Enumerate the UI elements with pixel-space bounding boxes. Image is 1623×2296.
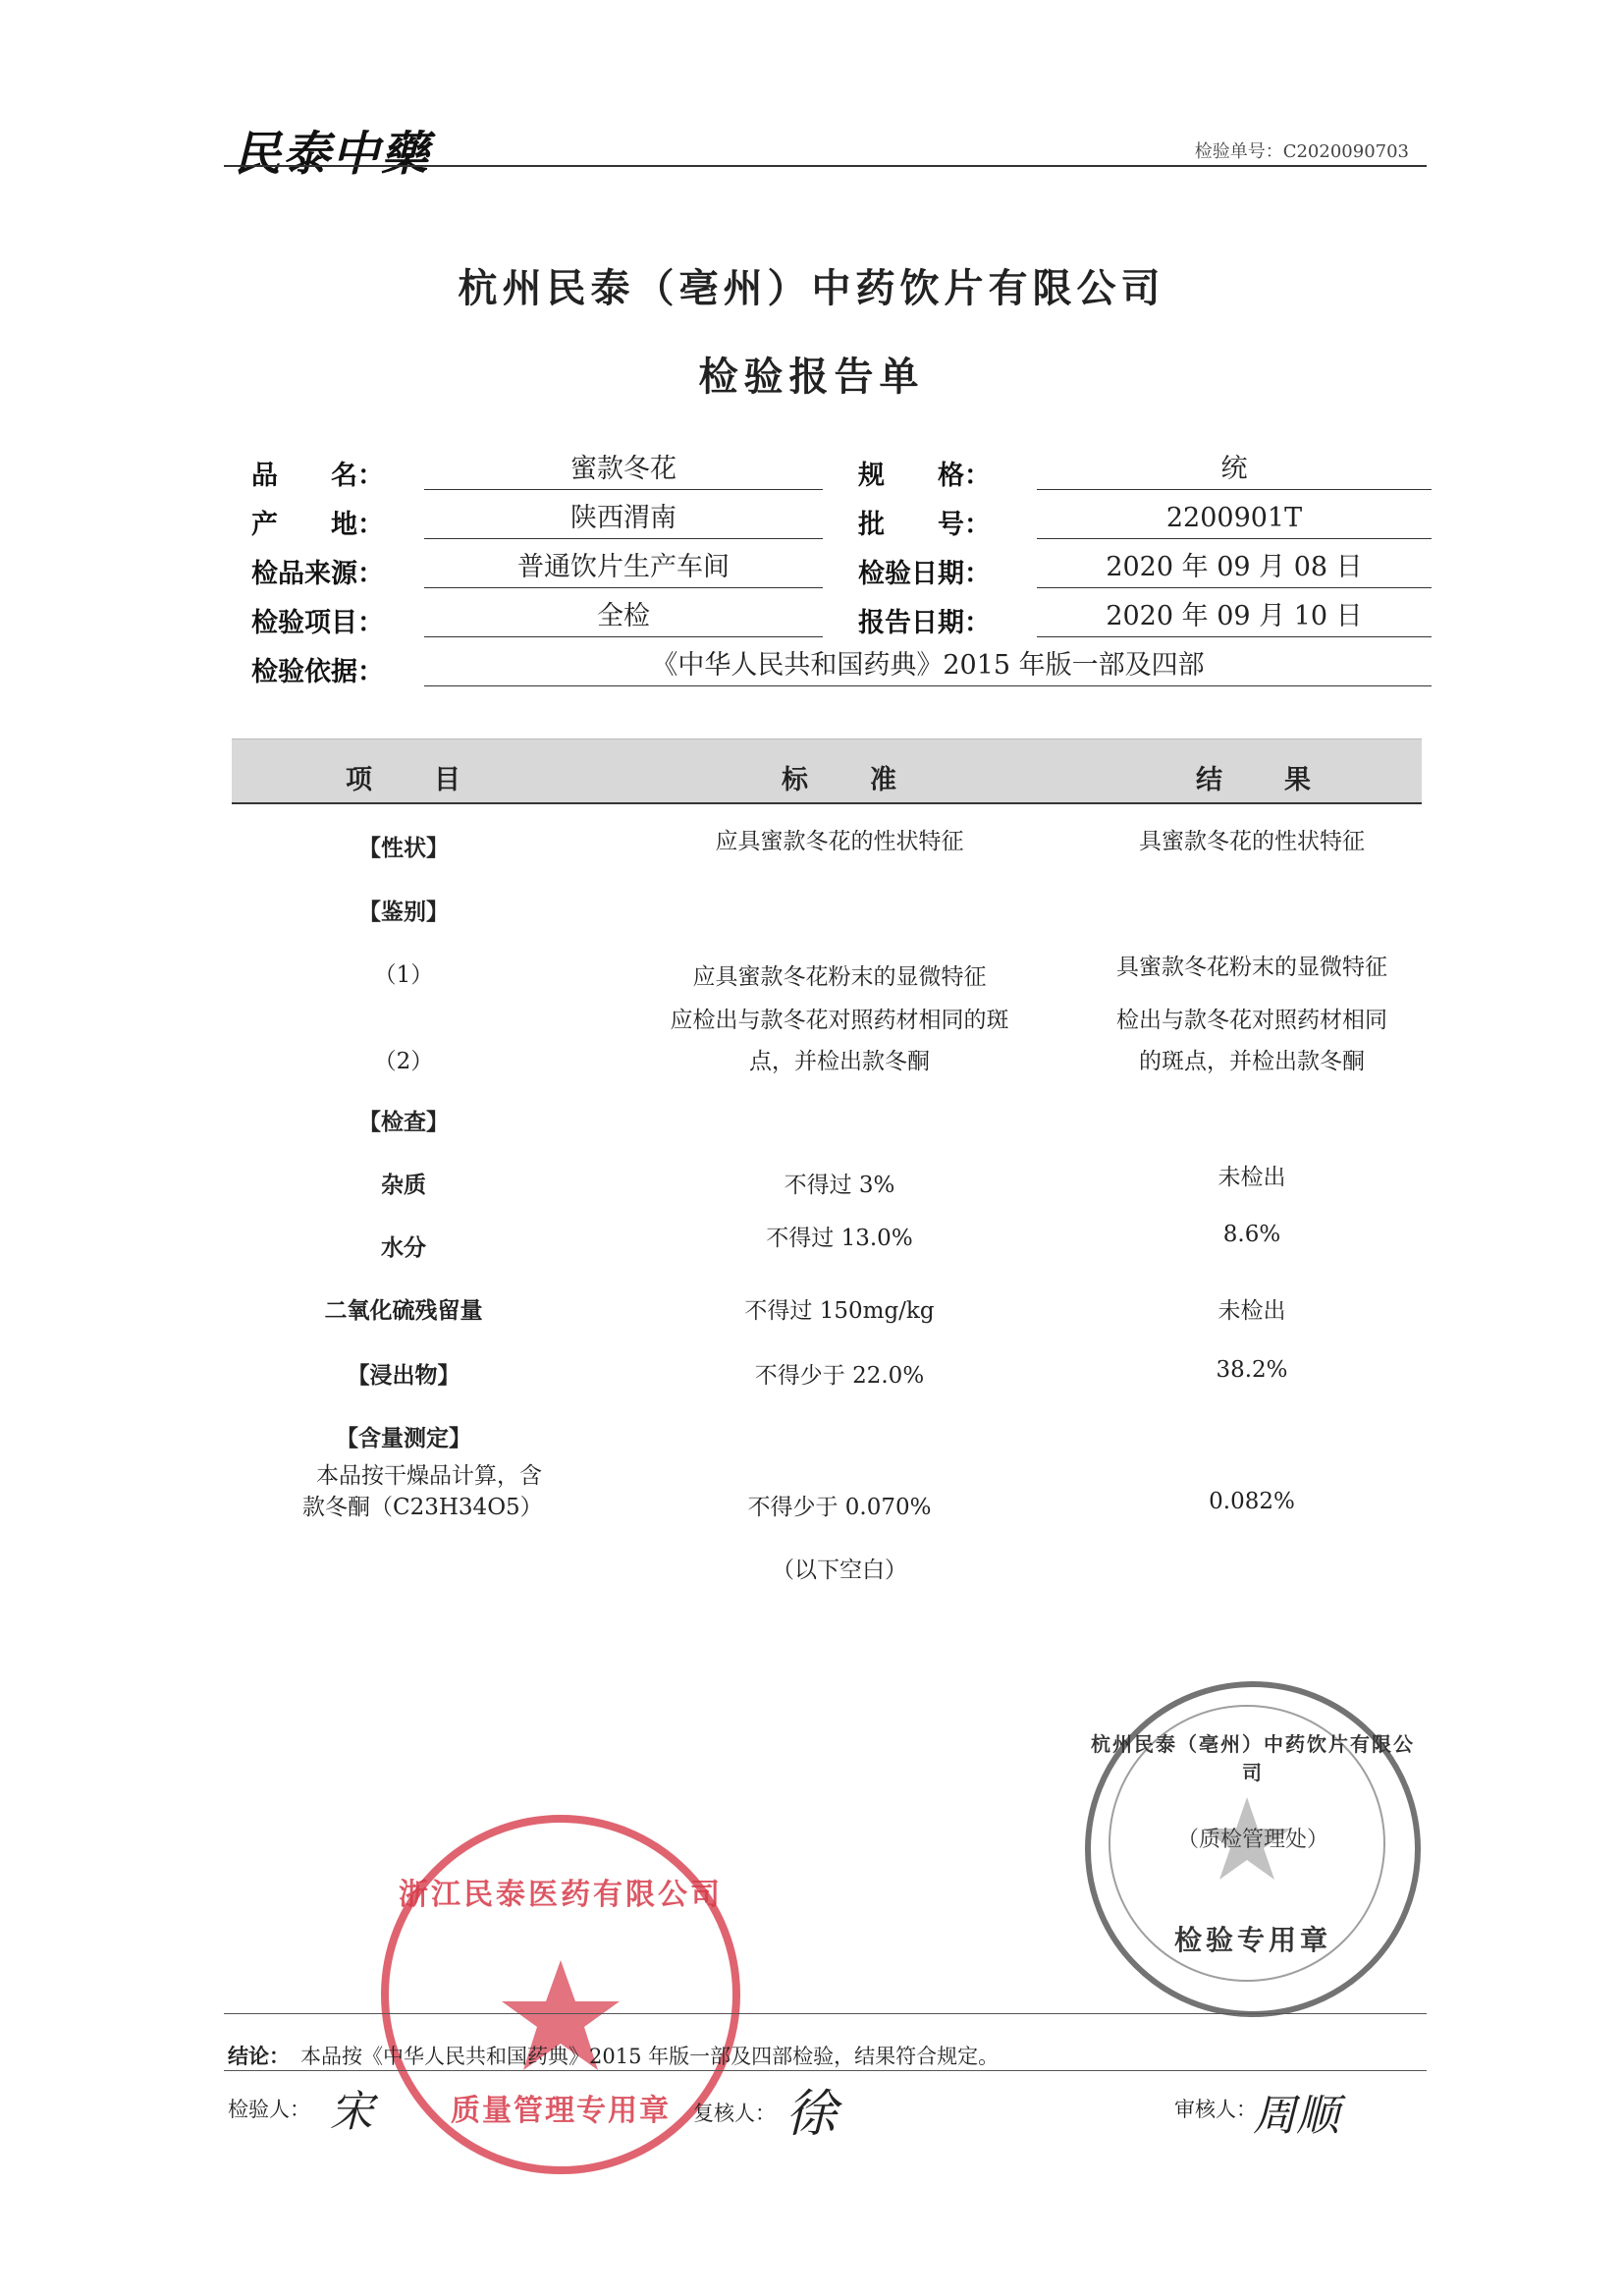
inspector-label: 检验人： (228, 2098, 310, 2121)
row-standard: 不得过 3% (784, 1173, 895, 1198)
inspect-item-value: 全检 (424, 597, 823, 637)
document-title: 检验报告单 (698, 354, 925, 400)
row-standard: 不得少于 0.070% (747, 1495, 932, 1520)
batch-value: 2200901T (1037, 499, 1432, 539)
row-standard: 应具蜜款冬花粉末的显微特征 (692, 964, 987, 990)
inspector-signature: 宋 (330, 2087, 373, 2137)
spec-value: 统 (1037, 450, 1432, 490)
row-result: 具蜜款冬花的性状特征 (1139, 829, 1365, 854)
row-standard-line2: 点，并检出款冬酮 (749, 1049, 930, 1074)
basis-label: 检验依据： (251, 657, 384, 687)
footer-divider-bottom (224, 2070, 1427, 2071)
row-result-line1: 检出与款冬花对照药材相同 (1116, 1008, 1387, 1033)
row-result: 具蜜款冬花粉末的显微特征 (1116, 955, 1387, 980)
column-header-standard: 标 准 (782, 765, 914, 795)
footer-divider-top (224, 2013, 1427, 2014)
company-name: 杭州民泰（亳州）中药饮片有限公司 (458, 265, 1165, 311)
conclusion-label: 结论： (228, 2044, 290, 2068)
row-item: 【检查】 (358, 1109, 449, 1135)
reviewer-signature: 徐 (785, 2085, 838, 2144)
company-logo: 民泰中藥 (234, 127, 431, 182)
row-item-line1: 本品按干燥品计算，含 (316, 1463, 542, 1489)
origin-label: 产 地： (251, 510, 384, 540)
basis-value: 《中华人民共和国药典》2015 年版一部及四部 (424, 646, 1432, 686)
row-item: 水分 (381, 1234, 426, 1261)
row-item-line2: 款冬酮（C23H34O5） (302, 1495, 543, 1520)
sample-source-value: 普通饮片生产车间 (424, 548, 823, 588)
row-result: 0.082% (1209, 1489, 1295, 1514)
spec-label: 规 格： (858, 461, 991, 491)
header-divider (224, 165, 1427, 167)
inspect-date-label: 检验日期： (858, 559, 991, 589)
row-item: （2） (373, 1049, 434, 1074)
row-item: 二氧化硫残留量 (324, 1297, 483, 1324)
row-result: 38.2% (1216, 1357, 1288, 1383)
product-name-label: 品 名： (251, 461, 384, 491)
product-name-value: 蜜款冬花 (424, 450, 823, 490)
row-item: （1） (373, 962, 434, 988)
row-standard: 应具蜜款冬花的性状特征 (715, 829, 964, 854)
reviewer-label: 复核人： (693, 2102, 776, 2125)
qc-inspection-stamp: （质检管理处） 杭州民泰（亳州）中药饮片有限公司 检验专用章 (1085, 1681, 1421, 2017)
report-number: 检验单号：C2020090703 (1194, 141, 1409, 162)
inspect-date-value: 2020 年 09 月 08 日 (1037, 548, 1432, 588)
quality-management-stamp: 浙江民泰医药有限公司 质量管理专用章 (381, 1815, 740, 2174)
row-result-line2: 的斑点，并检出款冬酮 (1139, 1049, 1365, 1074)
batch-label: 批 号： (858, 510, 991, 540)
approver-label: 审核人： (1174, 2098, 1257, 2121)
column-header-item: 项 目 (346, 765, 478, 795)
report-date-label: 报告日期： (858, 608, 991, 638)
origin-value: 陕西渭南 (424, 499, 823, 539)
column-header-result: 结 果 (1196, 765, 1328, 795)
inspect-item-label: 检验项目： (251, 608, 384, 638)
row-standard-line1: 应检出与款冬花对照药材相同的斑 (670, 1008, 1009, 1033)
row-item: 【含量测定】 (336, 1425, 471, 1451)
row-item: 【浸出物】 (347, 1362, 460, 1389)
row-result: 未检出 (1217, 1298, 1286, 1324)
conclusion-text: 本品按《中华人民共和国药典》2015 年版一部及四部检验，结果符合规定。 (300, 2045, 1000, 2068)
sample-source-label: 检品来源： (251, 559, 384, 589)
report-date-value: 2020 年 09 月 10 日 (1037, 597, 1432, 637)
row-item: 【性状】 (358, 835, 449, 861)
approver-signature: 周顺 (1253, 2091, 1339, 2141)
blank-note: （以下空白） (772, 1558, 907, 1583)
row-item: 【鉴别】 (358, 899, 449, 925)
row-standard: 不得过 150mg/kg (744, 1298, 935, 1324)
row-result: 8.6% (1222, 1222, 1281, 1247)
row-item: 杂质 (381, 1172, 426, 1198)
row-standard: 不得少于 22.0% (754, 1363, 925, 1389)
row-result: 未检出 (1217, 1165, 1286, 1190)
row-standard: 不得过 13.0% (766, 1226, 913, 1251)
